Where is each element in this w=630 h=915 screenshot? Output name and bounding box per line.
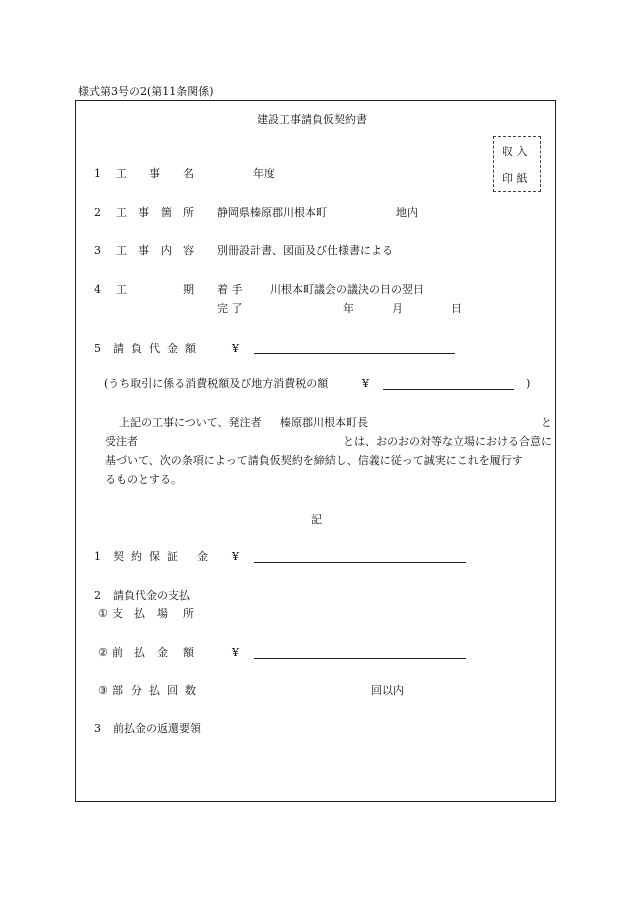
sub3-label-char: 数 xyxy=(185,684,196,697)
sub1-label-char: 払 xyxy=(134,607,145,620)
item1-value: 年度 xyxy=(253,167,275,180)
contractor-label: 受注者 xyxy=(105,435,138,448)
sub3-label-char: 部 xyxy=(112,684,123,697)
clause1-label-char: 証 xyxy=(167,550,178,563)
clause1-label-char: 約 xyxy=(131,550,142,563)
item1-label-char: 名 xyxy=(183,167,194,180)
sub1-mark: ① xyxy=(98,607,108,620)
item4-label-char: 期 xyxy=(183,283,194,296)
clause2-title: 請負代金の支払 xyxy=(113,589,190,602)
sub2-label-char: 払 xyxy=(134,646,145,659)
item5-label-char: 額 xyxy=(185,342,196,355)
contract-amount-field[interactable] xyxy=(254,353,455,354)
clause3-number: 3 xyxy=(94,722,101,735)
orderer-name: 榛原郡川根本町長 xyxy=(280,416,368,429)
clause1-label-char: 金 xyxy=(197,550,208,563)
item3-label-char: 工 xyxy=(116,244,127,257)
document-title: 建設工事請負仮契約書 xyxy=(257,113,367,126)
item2-value: 静岡県榛原郡川根本町 xyxy=(217,206,327,219)
ki-heading: 記 xyxy=(311,513,322,526)
tax-line-close: ) xyxy=(526,377,531,390)
end-label: 完 了 xyxy=(217,302,243,315)
item2-number: 2 xyxy=(94,206,101,219)
clause2-number: 2 xyxy=(94,589,101,602)
item3-label-char: 事 xyxy=(138,244,149,257)
paragraph-line1: 上記の工事について、発注者 xyxy=(119,416,262,429)
end-day: 日 xyxy=(451,302,462,315)
item1-number: 1 xyxy=(94,167,101,180)
item4-number: 4 xyxy=(94,283,101,296)
sub2-label-char: 金 xyxy=(157,646,168,659)
sub1-label-char: 場 xyxy=(157,607,168,620)
form-reference: 様式第3号の2(第11条関係) xyxy=(78,85,214,98)
tax-line-text: (うち取引に係る消費税額及び地方消費税の額 xyxy=(104,377,329,390)
clause1-label-char: 契 xyxy=(113,550,124,563)
item4-label-char: 工 xyxy=(116,283,127,296)
sub2-label-char: 額 xyxy=(183,646,194,659)
advance-amount-field[interactable] xyxy=(254,658,466,659)
clause1-number: 1 xyxy=(94,550,101,563)
item5-label-char: 代 xyxy=(149,342,160,355)
end-month: 月 xyxy=(392,302,403,315)
sub3-label-char: 払 xyxy=(149,684,160,697)
item5-label-char: 金 xyxy=(167,342,178,355)
item5-label-char: 請 xyxy=(113,342,124,355)
paragraph-to: と xyxy=(541,416,552,429)
item2-label-char: 工 xyxy=(116,206,127,219)
stamp-label-line1: 収 入 xyxy=(502,145,528,158)
item3-label-char: 容 xyxy=(183,244,194,257)
clause1-label-char: 保 xyxy=(149,550,160,563)
sub3-label-char: 回 xyxy=(167,684,178,697)
sub2-mark: ② xyxy=(98,646,108,659)
start-label: 着 手 xyxy=(217,283,243,296)
item1-label-char: 工 xyxy=(116,167,127,180)
start-value: 川根本町議会の議決の日の翌日 xyxy=(270,283,424,296)
sub3-label-char: 分 xyxy=(131,684,142,697)
deposit-field[interactable] xyxy=(254,562,466,563)
tax-yen: ¥ xyxy=(362,377,369,390)
clause3-title: 前払金の返還要領 xyxy=(113,722,201,735)
item3-value: 別冊設計書、図面及び仕様書による xyxy=(217,244,393,257)
item3-label-char: 内 xyxy=(161,244,172,257)
item5-number: 5 xyxy=(94,342,101,355)
end-year: 年 xyxy=(343,302,354,315)
item2-suffix: 地内 xyxy=(396,206,418,219)
item1-label-char: 事 xyxy=(149,167,160,180)
sub2-label-char: 前 xyxy=(112,646,123,659)
sub1-label-char: 所 xyxy=(183,607,194,620)
tax-amount-field[interactable] xyxy=(383,389,514,390)
item5-label-char: 負 xyxy=(131,342,142,355)
item2-label-char: 事 xyxy=(138,206,149,219)
paragraph-line2: とは、おのおの対等な立場における合意に xyxy=(343,435,552,448)
paragraph-line4: るものとする。 xyxy=(105,473,182,486)
advance-yen: ¥ xyxy=(232,646,239,659)
item3-number: 3 xyxy=(94,244,101,257)
installments-suffix: 回以内 xyxy=(371,684,404,697)
contract-amount-yen: ¥ xyxy=(232,342,239,355)
deposit-yen: ¥ xyxy=(232,550,239,563)
paragraph-line3: 基づいて、次の条項によって請負仮契約を締結し、信義に従って誠実にこれを履行す xyxy=(105,454,523,467)
item2-label-char: 箇 xyxy=(161,206,172,219)
item2-label-char: 所 xyxy=(183,206,194,219)
stamp-label-line2: 印 紙 xyxy=(502,172,528,185)
sub1-label-char: 支 xyxy=(112,607,123,620)
sub3-mark: ③ xyxy=(98,684,108,697)
